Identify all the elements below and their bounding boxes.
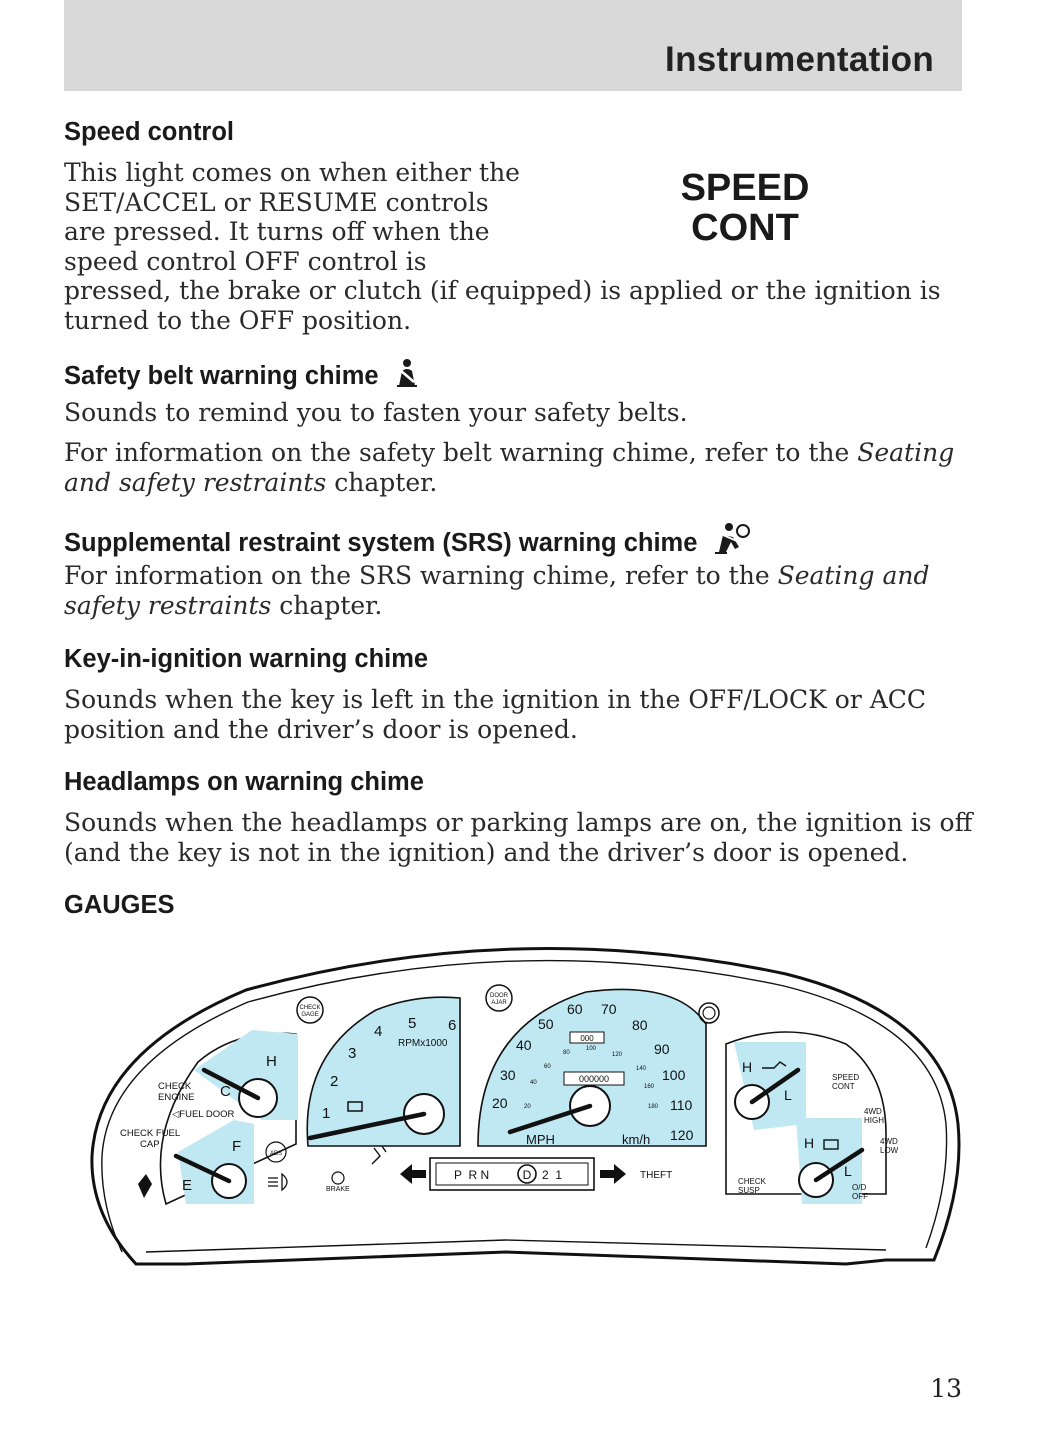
kmh-mark-160: 160: [644, 1084, 655, 1090]
rpm-unit-label: RPMx1000: [398, 1038, 448, 1049]
safety-belt-heading: Safety belt warning chime: [64, 358, 420, 391]
voltage-l-label: L: [844, 1163, 852, 1179]
oil-l-label: L: [784, 1087, 792, 1103]
mph-mark-30: 30: [500, 1067, 516, 1083]
right-turn-arrow-icon: [600, 1164, 626, 1184]
kmh-unit-label: km/h: [622, 1132, 651, 1147]
rpm-mark-5: 5: [408, 1015, 417, 1032]
airbag-indicator-icon: [372, 1146, 386, 1164]
temp-c-label: C: [220, 1083, 231, 1100]
gear-prn: P R N: [454, 1168, 490, 1182]
kmh-mark-120: 120: [612, 1052, 623, 1058]
svg-text:000000: 000000: [578, 1074, 610, 1084]
rpm-mark-3: 3: [348, 1045, 357, 1062]
airbag-icon: [713, 521, 751, 555]
svg-text:AJAR: AJAR: [491, 1000, 507, 1006]
kmh-mark-20: 20: [524, 1104, 531, 1110]
srs-paragraph: For information on the SRS warning chime, refer to the Seating and safety restraints chapter.: [64, 561, 930, 620]
headlamps-heading: Headlamps on warning chime: [64, 768, 424, 796]
kmh-mark-100: 100: [586, 1046, 597, 1052]
safety-belt-para1: Sounds to remind you to fasten your safety belts.: [64, 398, 688, 427]
check-fuel-cap-line1: CHECK FUEL: [120, 1128, 181, 1139]
rpm-mark-2: 2: [330, 1073, 339, 1090]
speed-cont-indicator: [660, 168, 830, 248]
svg-text:DOOR: DOOR: [490, 993, 508, 999]
mph-mark-40: 40: [516, 1037, 532, 1053]
rpm-mark-6: 6: [448, 1017, 457, 1034]
svg-text:GAGE: GAGE: [301, 1012, 319, 1018]
4wd-high-line2: HIGH: [864, 1116, 884, 1125]
mph-mark-100: 100: [662, 1067, 686, 1083]
speed-control-paragraph: This light comes on when either the SET/ACCEL or RESUME controls are pressed. It turns off when the speed control OFF control is pressed, the brake or clutch (if equipped) is applied or the ignition is turned to the OFF position.: [64, 158, 941, 335]
oil-h-label: H: [742, 1059, 753, 1075]
gear-rest: 2 1: [542, 1168, 563, 1182]
mph-mark-70: 70: [601, 1001, 617, 1017]
svg-text:000: 000: [580, 1034, 594, 1043]
headlamps-paragraph: Sounds when the headlamps or parking lamps are on, the ignition is off (and the key is not in the ignition) and the driver’s door is opened.: [64, 808, 973, 867]
mph-mark-80: 80: [632, 1017, 648, 1033]
svg-text:ABS: ABS: [269, 1151, 283, 1157]
4wd-low-line1: 4WD: [880, 1137, 898, 1146]
kmh-mark-40: 40: [530, 1080, 537, 1086]
safety-belt-para2: For information on the safety belt warning chime, refer to the Seating and safety restraints chapter.: [64, 438, 955, 497]
brake-label: BRAKE: [326, 1186, 350, 1193]
fuel-f-label: F: [232, 1138, 242, 1155]
kmh-mark-80: 80: [563, 1050, 570, 1056]
speed-cont-small-line1: SPEED: [832, 1073, 860, 1082]
fuel-door-label: ◁FUEL DOOR: [172, 1109, 235, 1120]
round-indicator: [699, 1003, 719, 1023]
header-bar: [64, 0, 962, 91]
check-susp-line2: SUSP: [738, 1186, 760, 1195]
mph-mark-60: 60: [567, 1001, 583, 1017]
speed-cont-line1: SPEED: [680, 167, 810, 209]
page-title: Instrumentation: [665, 40, 934, 79]
mph-mark-120: 120: [670, 1127, 694, 1143]
check-susp-line1: CHECK: [738, 1177, 767, 1186]
mph-mark-50: 50: [538, 1016, 554, 1032]
seatbelt-icon: [394, 358, 420, 388]
od-off-line2: OFF: [852, 1192, 868, 1201]
seatbelt-indicator-icon: [138, 1174, 152, 1198]
4wd-low-line2: LOW: [880, 1146, 899, 1155]
kmh-mark-60: 60: [544, 1064, 551, 1070]
mph-unit-label: MPH: [526, 1132, 555, 1147]
key-ignition-heading: Key-in-ignition warning chime: [64, 645, 429, 673]
key-ignition-paragraph: Sounds when the key is left in the ignition in the OFF/LOCK or ACC position and the driver’s door is opened.: [64, 685, 927, 744]
instrument-cluster-illustration: [86, 934, 966, 1274]
check-engine-line1: CHECK: [158, 1081, 192, 1092]
speed-cont-small-line2: CONT: [832, 1082, 855, 1091]
rpm-mark-1: 1: [322, 1105, 331, 1122]
check-engine-line2: ENGINE: [158, 1092, 195, 1103]
kmh-mark-180: 180: [648, 1104, 659, 1110]
speed-cont-line2: CONT: [691, 207, 799, 249]
mph-mark-20: 20: [492, 1095, 508, 1111]
temp-h-label: H: [266, 1053, 277, 1070]
theft-label: THEFT: [640, 1170, 673, 1181]
gauges-heading: GAUGES: [64, 891, 175, 919]
left-turn-arrow-icon: [400, 1164, 426, 1184]
headlamp-icon: [268, 1174, 287, 1190]
speed-control-heading: Speed control: [64, 118, 235, 146]
mph-mark-110: 110: [670, 1097, 693, 1113]
od-off-line1: O/D: [852, 1183, 867, 1192]
fuel-e-label: E: [182, 1177, 193, 1194]
svg-text:CHECK: CHECK: [299, 1005, 321, 1011]
voltage-h-label: H: [804, 1135, 815, 1151]
srs-heading: Supplemental restraint system (SRS) warning chime: [64, 521, 751, 558]
page-number: 13: [930, 1374, 962, 1403]
kmh-mark-140: 140: [636, 1066, 647, 1072]
mph-mark-90: 90: [654, 1041, 670, 1057]
gear-drive: D: [522, 1168, 532, 1182]
4wd-high-line1: 4WD: [864, 1107, 882, 1116]
check-fuel-cap-line2: CAP: [140, 1139, 160, 1150]
brake-icon: [332, 1172, 344, 1184]
rpm-mark-4: 4: [374, 1023, 383, 1040]
